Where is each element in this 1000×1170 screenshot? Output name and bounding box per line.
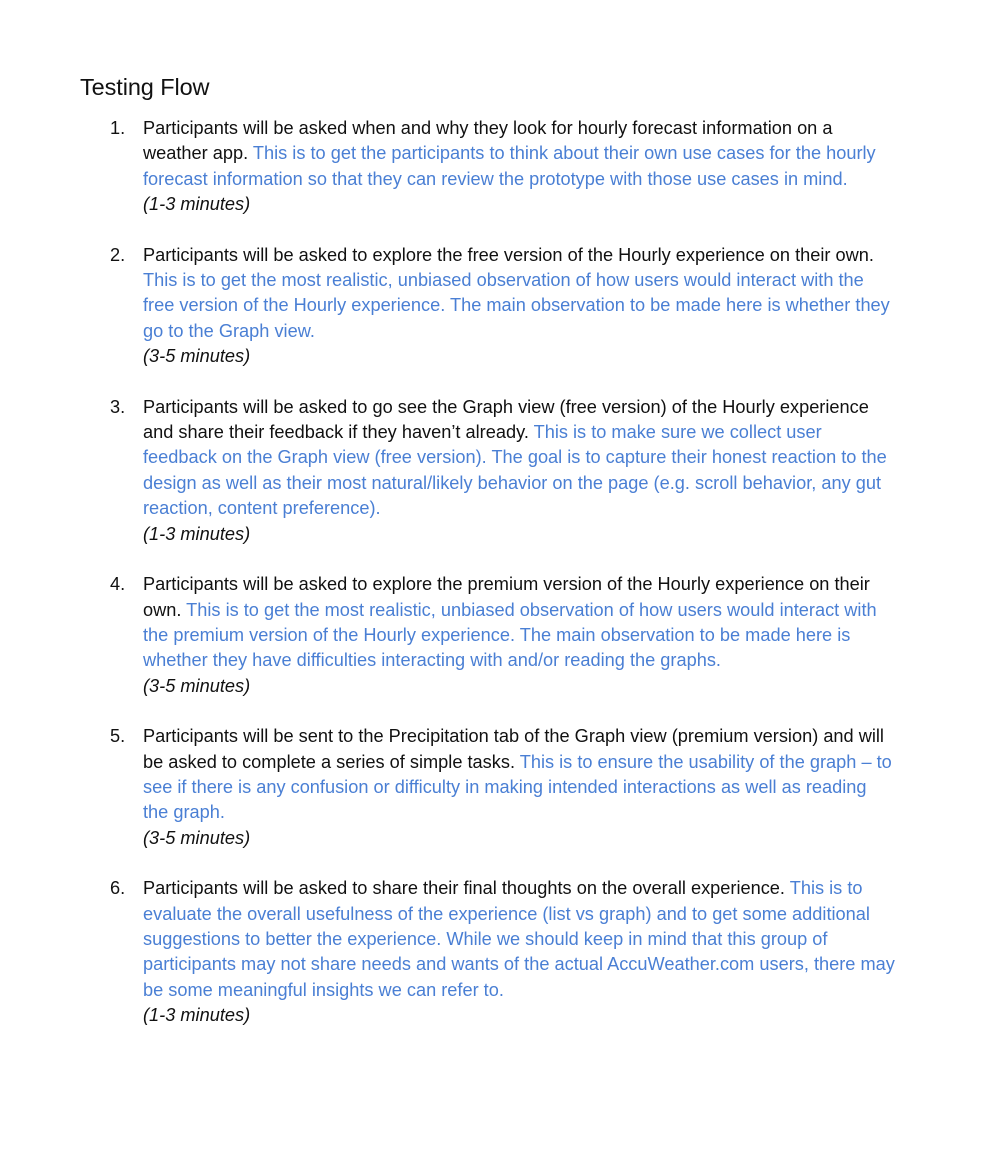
step-rationale: This is to evaluate the overall usefulness of the experience (list vs graph) and to get some additional suggestions to better the experience. While we should keep in mind that this group of participants may not share needs and wants of the actual AccuWeather.com users, there may be some meaningful insights we can refer to. xyxy=(143,878,895,1000)
step-rationale: This is to make sure we collect user feedback on the Graph view (free version). The goal is to capture their honest reaction to the design as well as their most natural/likely behavior on the page (e.g. scroll behavior, any gut reaction, content preference). xyxy=(143,422,887,519)
section-heading: Testing Flow xyxy=(80,74,210,100)
step-item xyxy=(0,243,895,370)
step-rationale: This is to get the most realistic, unbiased observation of how users would interact with the free version of the Hourly experience. The main observation to be made here is whether they go to the Graph view. xyxy=(143,270,890,341)
step-number: 4. xyxy=(110,574,126,595)
step-item xyxy=(0,572,895,699)
step-item xyxy=(0,116,895,218)
step-duration: (3-5 minutes) xyxy=(143,675,251,696)
step-item xyxy=(0,724,895,851)
step-item xyxy=(0,876,895,1028)
step-duration: (1-3 minutes) xyxy=(143,1005,251,1026)
step-description: Participants will be asked to share their final thoughts on the overall experience. xyxy=(143,878,790,899)
step-description: Participants will be sent to the Precipitation tab of the Graph view (premium version) and will be asked to complete a series of simple tasks. xyxy=(143,726,884,772)
step-number: 5. xyxy=(110,726,126,747)
step-description: Participants will be asked to explore the premium version of the Hourly experience on their own. xyxy=(143,574,870,620)
step-rationale: This is to get the most realistic, unbiased observation of how users would interact with the premium version of the Hourly experience. The main observation to be made here is whether they have difficulties interacting with and/or reading the graphs. xyxy=(143,599,877,671)
step-rationale: This is to ensure the usability of the graph – to see if there is any confusion or difficulty in making intended interactions as well as reading the graph. xyxy=(143,751,892,823)
step-duration: (3-5 minutes) xyxy=(143,827,251,848)
step-duration: (3-5 minutes) xyxy=(143,346,251,367)
step-item xyxy=(0,395,895,547)
step-rationale: This is to get the participants to think about their own use cases for the hourly forecast information so that they can review the prototype with those use cases in mind. xyxy=(143,143,876,189)
step-number: 2. xyxy=(110,244,126,265)
step-duration: (1-3 minutes) xyxy=(143,194,251,215)
step-number: 6. xyxy=(110,878,126,899)
testing-steps-list xyxy=(0,116,1000,1054)
step-number: 3. xyxy=(110,396,126,417)
step-duration: (1-3 minutes) xyxy=(143,523,251,544)
step-description: Participants will be asked when and why they look for hourly forecast information on a weather app. xyxy=(143,118,833,164)
step-description: Participants will be asked to explore the free version of the Hourly experience on their own. xyxy=(143,244,874,265)
step-number: 1. xyxy=(110,118,126,138)
step-description: Participants will be asked to go see the Graph view (free version) of the Hourly experience and share their feedback if they haven’t already. xyxy=(143,396,869,443)
